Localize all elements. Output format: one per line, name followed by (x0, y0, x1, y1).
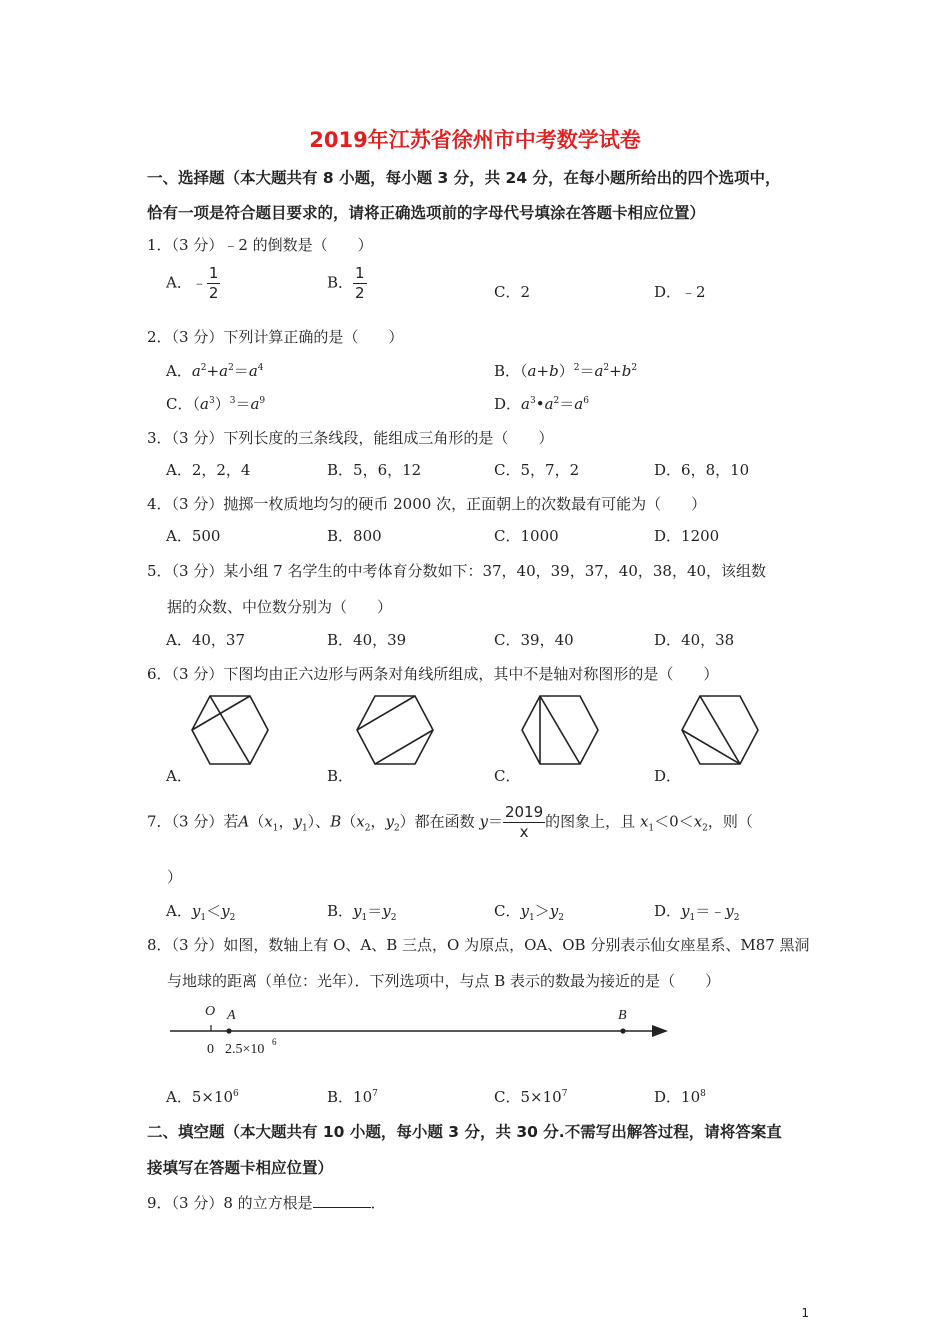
question-4-option-a: A．500 (166, 527, 221, 545)
question-6: 6．（3 分）下图均由正六边形与两条对角线所组成，其中不是轴对称图形的是（ ） (147, 665, 719, 683)
question-5: 5．（3 分）某小组 7 名学生的中考体育分数如下：37，40，39，37，40，38，40，该组数 (147, 562, 767, 580)
question-5-line2: 据的众数、中位数分别为（ ） (167, 598, 393, 616)
a-value-exponent: 6 (272, 1037, 277, 1047)
figure-label-d: D． (654, 767, 682, 785)
question-4-option-d: D．1200 (654, 527, 720, 545)
question-7-option-c: C．$y_1>y_2$ (494, 902, 564, 923)
fraction: $\frac{1}{2}$ (208, 264, 219, 302)
question-7: 7．（3 分）若$A(x_1$，$y_1$）、$B(x_2$，$y_2$）都在函数 y＝ $\frac{2019}{x}$ 的图象上，且 $x_1<0<x_2$，则（ (147, 803, 753, 841)
question-2-option-a: A．$a^2+a^2=a^4$ (166, 362, 264, 380)
number-line-figure (168, 1000, 678, 1060)
question-3-option-c: C．5，7，2 (494, 461, 580, 479)
section-1-heading-line2: 恰有一项是符合题目要求的，请将正确选项前的字母代号填涂在答题卡相应位置） (147, 204, 706, 222)
figure-label-c: C． (494, 767, 521, 785)
question-8-option-a: A．$5\times 10^6$ (166, 1088, 239, 1106)
question-9: 9．（3 分）8 的立方根是 ． (147, 1194, 386, 1212)
question-1-number: 1．（3 分） (147, 236, 224, 254)
point-a-label: A (227, 1008, 236, 1023)
point-b-label: B (618, 1008, 627, 1023)
question-5-option-d: D．40，38 (654, 631, 735, 649)
question-1 (147, 234, 373, 255)
question-8: 8．（3 分）如图，数轴上有 O、A、B 三点，O 为原点，OA、OB 分别表示仙女座星系、M87 黑洞 (147, 936, 810, 954)
question-4: 4．（3 分）抛掷一枚质地均匀的硬币 2000 次，正面朝上的次数最有可能为（ ） (147, 495, 707, 513)
question-7-option-b: B．$y_1=y_2$ (327, 902, 397, 923)
fraction: $\frac{1}{2}$ (355, 264, 365, 302)
answer-blank (313, 1193, 371, 1208)
question-1-option-c: C．2 (494, 283, 531, 301)
hexagon-figure-d (680, 694, 760, 766)
question-7-line2: ） (167, 868, 183, 886)
question-1-option-d: D．﹣2 (654, 283, 706, 301)
question-3: 3．（3 分）下列长度的三条线段，能组成三角形的是（ ） (147, 429, 554, 447)
question-5-option-b: B．40，39 (327, 631, 407, 649)
figure-label-b: B． (327, 767, 354, 785)
question-3-option-a: A．2，2，4 (166, 461, 251, 479)
question-1-option-b: B． $\frac{1}{2}$ (327, 264, 365, 302)
question-5-option-a: A．40，37 (166, 631, 246, 649)
question-4-option-b: B．800 (327, 527, 382, 545)
section-1-heading-line1: 一、选择题（本大题共有 8 小题，每小题 3 分，共 24 分，在每小题所给出的四个选项中， (147, 169, 781, 187)
question-2-option-c: C．$(a^3)^3=a^9$ (166, 395, 266, 413)
page-number: 1 (801, 1306, 809, 1320)
question-4-option-c: C．1000 (494, 527, 559, 545)
question-3-option-d: D．6，8，10 (654, 461, 750, 479)
question-8-option-d: D．$10^8$ (654, 1088, 706, 1106)
question-8-option-c: C．$5\times 10^7$ (494, 1088, 568, 1106)
question-2-option-b: B．$(a+b)^2=a^2+b^2$ (494, 362, 638, 380)
question-2: 2．（3 分）下列计算正确的是（ ） (147, 328, 404, 346)
point-o-label: O (205, 1004, 216, 1019)
figure-label-a: A． (166, 767, 192, 785)
question-1-stem: ﹣2 的倒数是（ ） (223, 236, 373, 254)
zero-label: 0 (207, 1042, 214, 1057)
question-8-option-b: B．$10^7$ (327, 1088, 378, 1106)
question-2-option-d: D．$a^3•a^2=a^6$ (494, 395, 589, 413)
hexagon-figure-b (355, 694, 435, 766)
question-7-option-a: A．$y_1<y_2$ (166, 902, 236, 923)
question-5-option-c: C．39，40 (494, 631, 574, 649)
section-2-heading-line2: 接填写在答题卡相应位置） (147, 1159, 334, 1177)
hexagon-figure-a (190, 694, 270, 766)
section-2-heading-line1: 二、填空题（本大题共有 10 小题，每小题 3 分，共 30 分.不需写出解答过程，请将答案直 (147, 1123, 782, 1141)
a-value-label: 2.5×10 (225, 1042, 265, 1057)
question-3-option-b: B．5，6，12 (327, 461, 422, 479)
question-1-option-a: A．﹣ $\frac{1}{2}$ (166, 264, 219, 302)
fraction: $\frac{2019}{x}$ (504, 803, 544, 841)
page-title: 2019年江苏省徐州市中考数学试卷 (309, 128, 641, 152)
hexagon-figure-c (520, 694, 600, 766)
question-8-line2: 与地球的距离（单位：光年）．下列选项中，与点 B 表示的数最为接近的是（ ） (167, 972, 721, 990)
question-7-option-d: D．$y_1=﹣y_2$ (654, 902, 740, 923)
